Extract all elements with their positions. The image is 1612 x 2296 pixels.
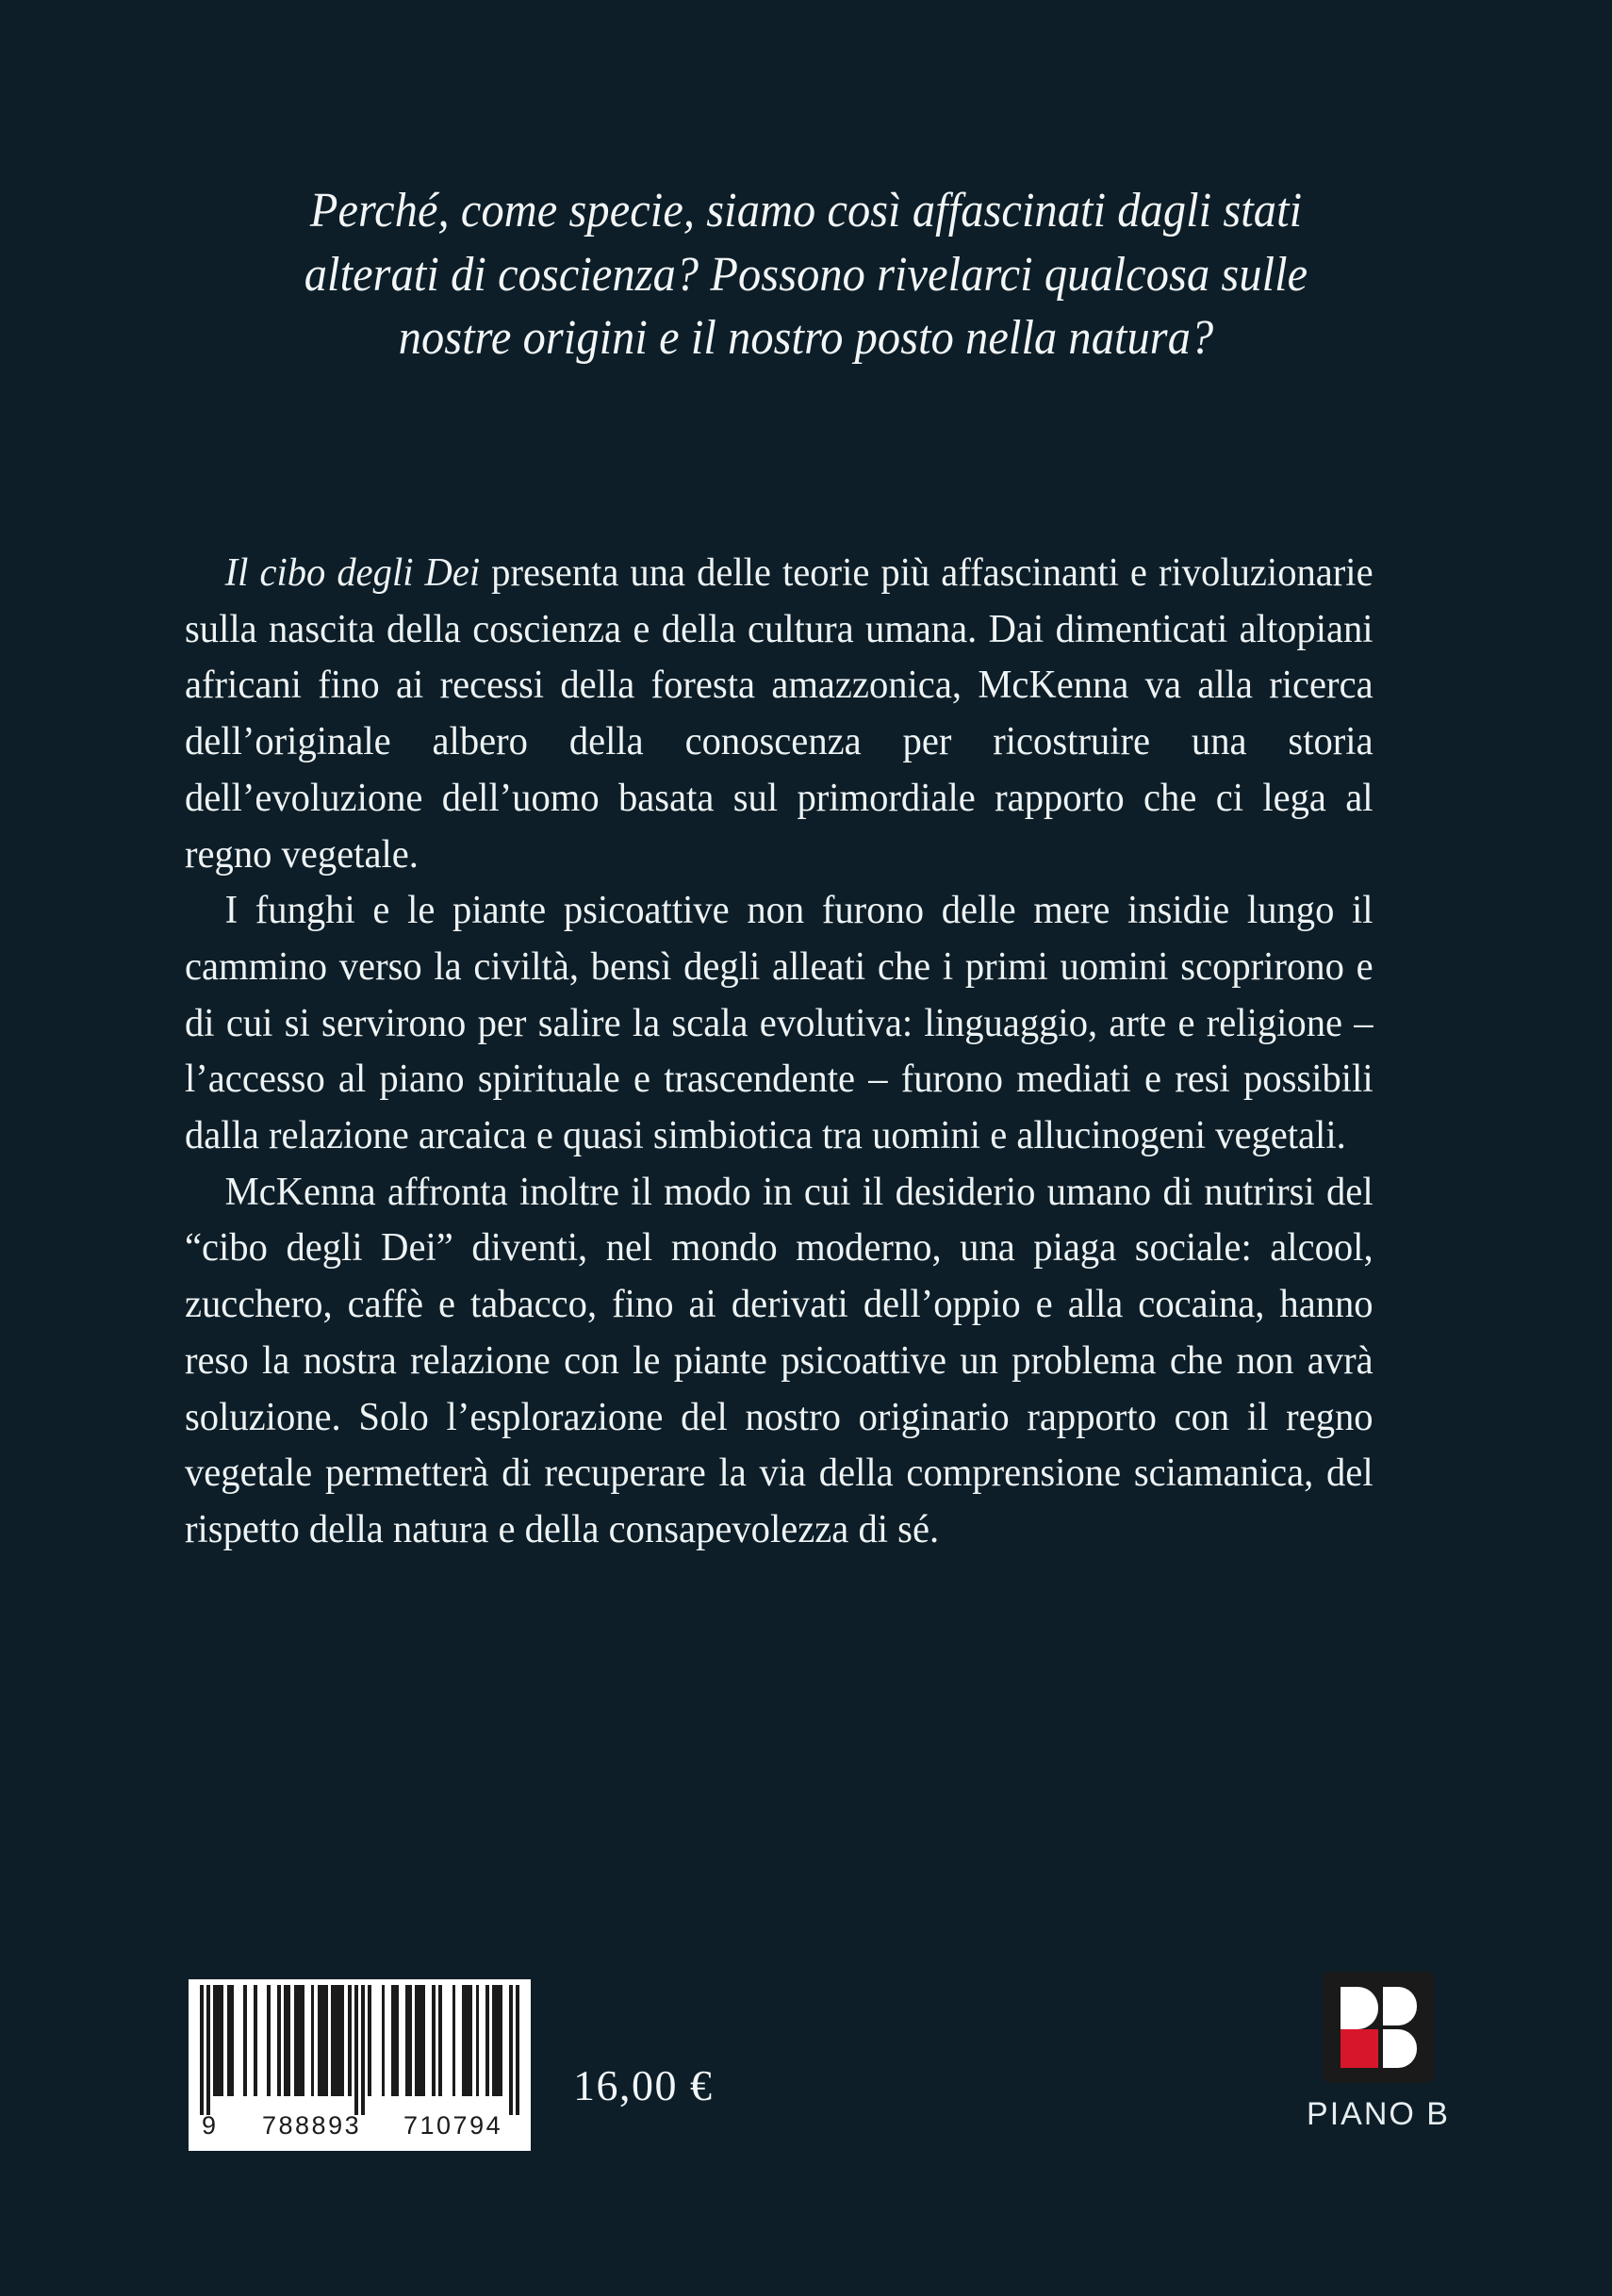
barcode-digits (200, 2111, 519, 2149)
blurb-paragraph-3: McKenna affronta inoltre il modo in cui il desiderio umano di nutrirsi del “cibo degli Dei” diventi, nel mondo moderno, una piaga sociale: alcool, zucchero, caffè e tabacco, fino ai derivati dell’oppio e alla cocaina, hanno reso la nostra relazione con le piante psicoattive un problema che non avrà soluzione. Solo l’esplorazione del nostro originario rapporto con il regno vegetale permetterà di recuperare la via della comprensione sciamanica, del rispetto della natura e della consapevolezza di sé. (185, 1169, 1373, 1551)
piano-b-logo-icon (1323, 1972, 1434, 2083)
publisher-name: PIANO B (1307, 2096, 1450, 2132)
logo-p-stem (1341, 1987, 1356, 2029)
book-title-italic: Il cibo degli Dei (224, 550, 481, 595)
blurb-paragraph-1-rest: presenta una delle teorie più affascinanti e rivoluzionarie sulla nascita della coscienza e della cultura umana. Dai dimenticati altopiani africani fino ai recessi della foresta amazzonica, McKenna va alla ricerca dell’originale albero della conoscenza per ricostruire una storia dell’evoluzione dell’uomo basata sul primordiale rapporto che ci lega al regno vegetale. (185, 550, 1373, 877)
headline-line-1: Perché, come specie, siamo così affascinati dagli stati (309, 184, 1303, 238)
blurb-paragraph-2: I funghi e le piante psicoattive non furono delle mere insidie lungo il cammino verso la civiltà, bensì degli alleati che i primi uomini scoprirono e di cui si servirono per salire la scala evolutiva: linguaggio, arte e religione – l’accesso al piano spirituale e trascendente – furono mediati e resi possibili dalla relazione arcaica e quasi simbiotica tra uomini e allucinogeni vegetali. (185, 888, 1373, 1158)
price-label: 16,00 € (573, 2061, 714, 2109)
barcode-left-group: 788893 (262, 2111, 362, 2140)
barcode-right-group: 710794 (403, 2111, 503, 2140)
logo-b-waist (1383, 2025, 1417, 2029)
headline-line-2: alterati di coscienza? Possono rivelarci qualcosa sulle (304, 247, 1308, 302)
headline-line-3: nostre origini e il nostro posto nella natura? (398, 311, 1214, 366)
logo-b-upper-lobe (1383, 1987, 1417, 2025)
cover-headline (245, 179, 1367, 370)
isbn-barcode (189, 1979, 531, 2151)
barcode-lead-digit: 9 (202, 2111, 217, 2140)
logo-b-lower-lobe (1383, 2029, 1417, 2068)
publisher-block (1284, 1972, 1472, 2133)
cover-footer (0, 1960, 1612, 2206)
logo-red-block (1341, 2029, 1378, 2068)
blurb-text (185, 545, 1373, 1558)
barcode-bars (200, 1985, 519, 2115)
blurb-paragraph-1 (185, 545, 1373, 882)
